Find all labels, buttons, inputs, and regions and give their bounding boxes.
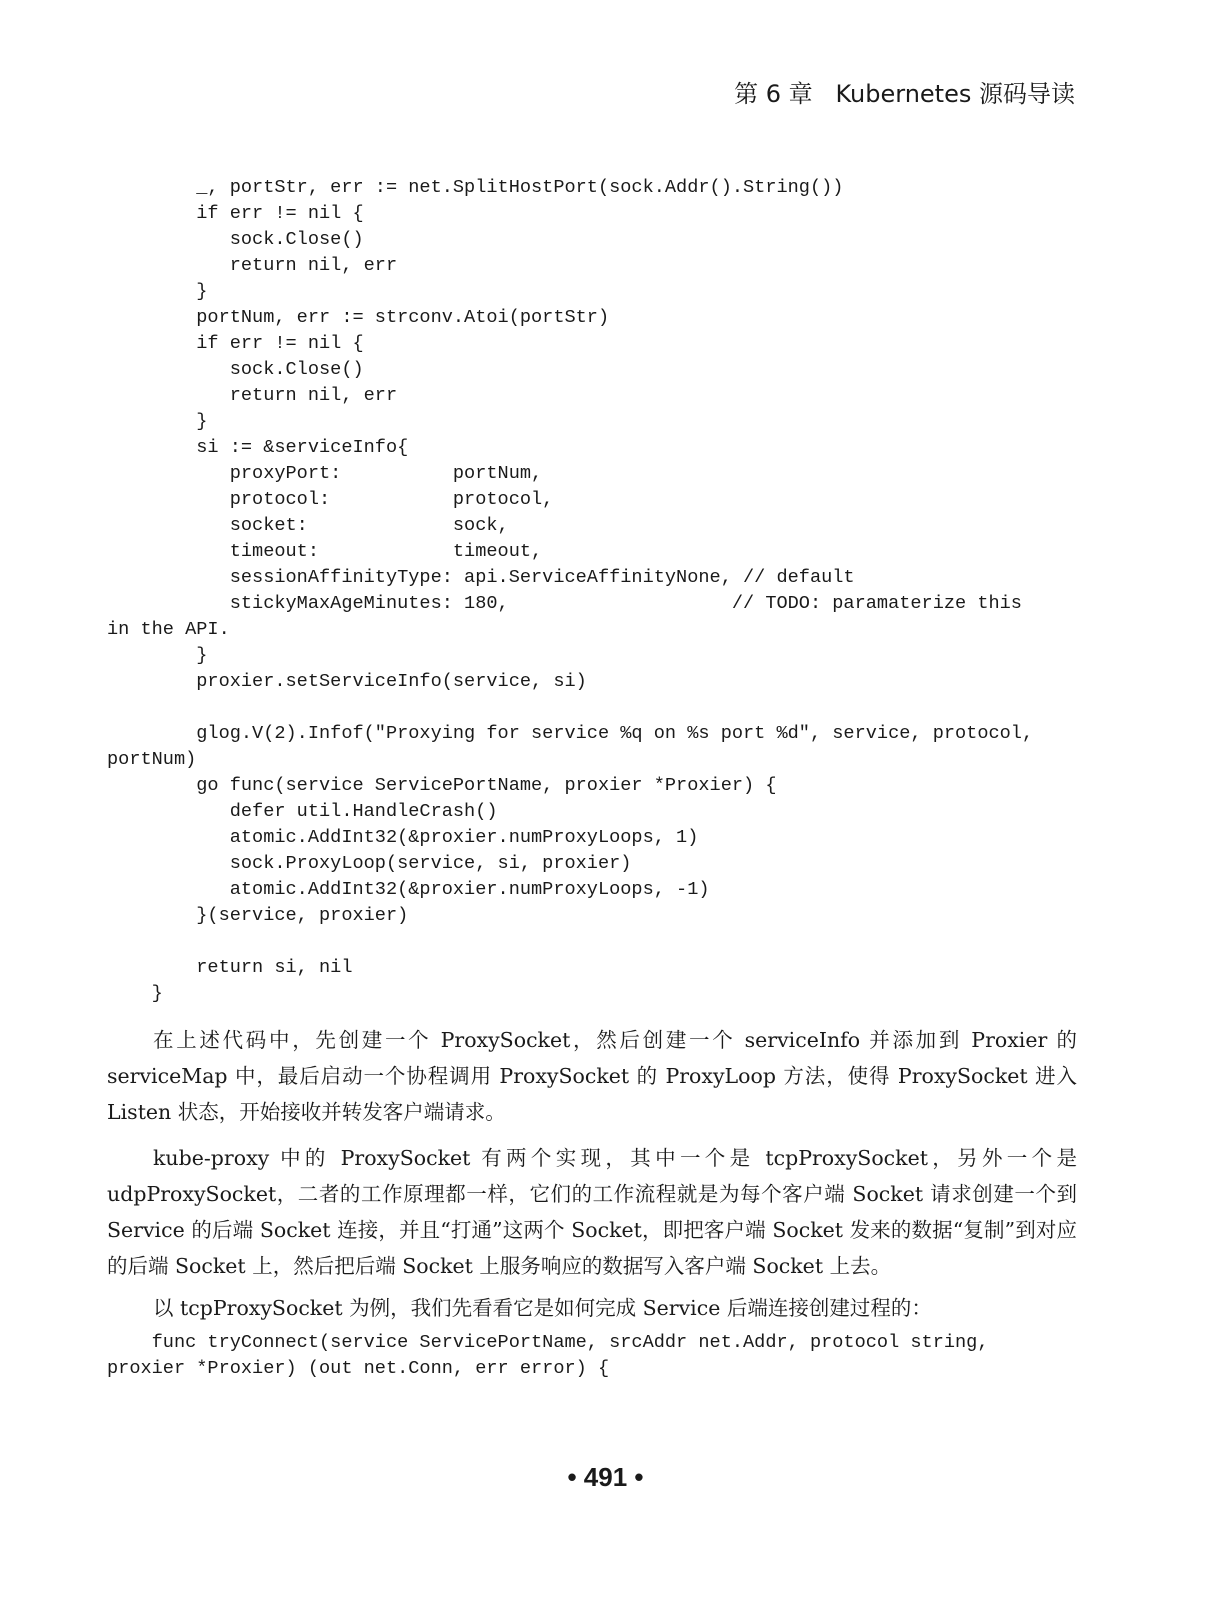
code-listing-bottom: func tryConnect(service ServicePortName, srcAddr net.Addr, protocol string, proxier *Proxier) (out net.Conn, err error) { (107, 1332, 989, 1379)
code-listing-top: _, portStr, err := net.SplitHostPort(sock.Addr().String()) if err != nil { sock.Close() return nil, err } portNum, err := strconv.Atoi(portStr) if err != nil { sock.Close() return nil, err } si := &serviceInfo{ proxyPort: portNum, protocol: protocol, socket: sock, timeout: timeout, sessionAffinityType: api.ServiceAffinityNone, // default stickyMaxAgeMinutes: 180, // TODO: paramaterize this in the API. } proxier.setServiceInfo(service, si) glog.V(2).Infof("Proxying for service %q on %s port %d", service, protocol, portNum) go func(service ServicePortName, proxier *Proxier) { defer util.HandleCrash() atomic.AddInt32(&proxier.numProxyLoops, 1) sock.ProxyLoop(service, si, proxier) atomic.AddInt32(&proxier.numProxyLoops, -1) }(service, proxier) return si, nil } (107, 177, 1034, 1004)
running-header: 第 6 章 Kubernetes 源码导读 (734, 80, 1075, 108)
page-number: • 491 • (567, 1462, 644, 1492)
paragraph-tcp-example-intro: 以 tcpProxySocket 为例，我们先看看它是如何完成 Service 后端连接创建过程的： (153, 1296, 932, 1320)
paragraph-proxysocket-implementations: kube-proxy 中的 ProxySocket 有两个实现，其中一个是 tcpProxySocket，另外一个是 udpProxySocket，二者的工作原理都一样，它们的工作流程就是为每个客户端 Socket 请求创建一个到 Service 的后端 Socket 连接，并且“打通”这两个 Socket，即把客户端 Socket 发来的数据“复制”到对应的后端 Socket 上，然后把后端 Socket 上服务响应的数据写入客户端 Socket 上去。 (107, 1146, 1077, 1278)
paragraph-proxysocket-summary: 在上述代码中，先创建一个 ProxySocket，然后创建一个 serviceInfo 并添加到 Proxier 的 serviceMap 中，最后启动一个协程调用 ProxySocket 的 ProxyLoop 方法，使得 ProxySocket 进入 Listen 状态，开始接收并转发客户端请求。 (107, 1028, 1077, 1124)
